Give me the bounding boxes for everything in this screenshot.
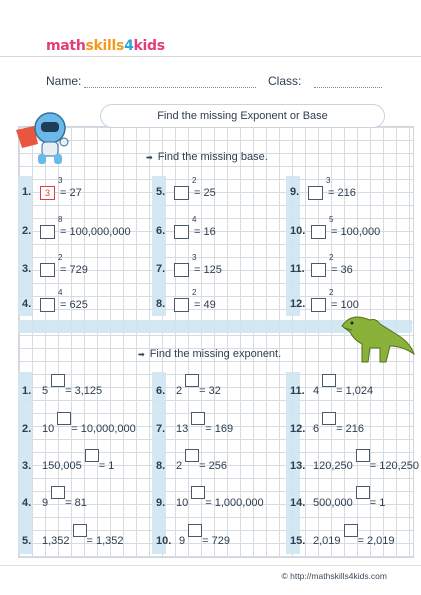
result: = 125 xyxy=(194,264,222,276)
answer-box[interactable] xyxy=(311,263,326,277)
exponent: 2 xyxy=(192,176,197,185)
answer-box[interactable] xyxy=(40,225,55,239)
exponent: 2 xyxy=(329,253,334,262)
base-value: 120,250 xyxy=(313,460,353,472)
problem-number: 12. xyxy=(290,298,306,310)
result: = 1 xyxy=(98,460,115,472)
exponent: 3 xyxy=(192,253,197,262)
result: = 100,000 xyxy=(331,226,381,238)
answer-box[interactable] xyxy=(40,263,55,277)
answer-box[interactable] xyxy=(185,449,199,462)
answer-box[interactable] xyxy=(174,263,189,277)
astronaut-kid-illustration xyxy=(12,108,80,170)
problem-number: 1. xyxy=(22,186,32,198)
footer-divider xyxy=(0,565,421,566)
base-value: 2,019 xyxy=(313,535,341,547)
answer-box[interactable] xyxy=(356,449,370,462)
answer-box[interactable] xyxy=(40,298,55,312)
arrow-icon: ➡ xyxy=(138,350,145,359)
base-value: 9 xyxy=(42,497,49,509)
result: = 1,024 xyxy=(336,385,374,397)
problem-number: 3. xyxy=(22,460,32,472)
result: = 100 xyxy=(331,299,359,311)
footer-credit: © http://mathskills4kids.com xyxy=(281,571,387,581)
base-value: 5 xyxy=(42,385,49,397)
answer-box[interactable]: 3 xyxy=(40,186,55,200)
answer-box[interactable] xyxy=(311,225,326,239)
problem-number: 14. xyxy=(290,497,306,509)
result: = 625 xyxy=(60,299,88,311)
logo-part-4: 4 xyxy=(124,38,134,54)
result: = 1,352 xyxy=(86,535,124,547)
result: = 216 xyxy=(328,187,356,199)
answer-box[interactable] xyxy=(344,524,358,537)
problem-number: 7. xyxy=(156,263,166,275)
answer-box[interactable] xyxy=(174,298,189,312)
answer-box[interactable] xyxy=(85,449,99,462)
logo-part-math: math xyxy=(46,38,86,54)
problem-number: 8. xyxy=(156,460,166,472)
arrow-icon: ➡ xyxy=(146,153,153,162)
problem-number: 11. xyxy=(290,385,305,397)
answer-box[interactable] xyxy=(57,412,71,425)
worksheet-title-banner: Find the missing Exponent or Base xyxy=(100,104,385,128)
base-value: 13 xyxy=(176,423,189,435)
exponent: 2 xyxy=(58,253,63,262)
exponent: 4 xyxy=(58,288,63,297)
result: = 81 xyxy=(65,497,87,509)
answer-box[interactable] xyxy=(185,374,199,387)
base-value: 9 xyxy=(179,535,186,547)
base-value: 500,000 xyxy=(313,497,353,509)
result: = 100,000,000 xyxy=(60,226,131,238)
name-field[interactable] xyxy=(84,87,256,88)
name-label: Name: xyxy=(46,74,82,88)
result: = 169 xyxy=(205,423,234,435)
base-value: 6 xyxy=(313,423,320,435)
result: = 216 xyxy=(336,423,364,435)
problem-number: 10. xyxy=(156,535,172,547)
base-value: 10 xyxy=(42,423,55,435)
answer-box[interactable] xyxy=(322,374,336,387)
exponent: 8 xyxy=(58,215,63,224)
base-value: 10 xyxy=(176,497,189,509)
answer-box[interactable] xyxy=(191,486,205,499)
problem-number: 5. xyxy=(22,535,32,547)
result: = 49 xyxy=(194,299,216,311)
problem-number: 9. xyxy=(156,497,166,509)
base-value: 2 xyxy=(176,460,183,472)
exponent: 2 xyxy=(329,288,334,297)
problem-number: 7. xyxy=(156,423,166,435)
exponent: 5 xyxy=(329,215,334,224)
section-title-text: Find the missing base. xyxy=(157,151,268,163)
exponent: 4 xyxy=(192,215,197,224)
header-divider xyxy=(0,56,421,57)
answer-box[interactable] xyxy=(73,524,87,537)
result: = 729 xyxy=(60,264,88,276)
exponent: 3 xyxy=(326,176,331,185)
exponent: 3 xyxy=(58,176,63,185)
result: = 729 xyxy=(202,535,230,547)
result: = 16 xyxy=(194,226,216,238)
result: = 10,000,000 xyxy=(71,423,136,435)
base-value: 150,005 xyxy=(42,460,82,472)
result: = 2,019 xyxy=(357,535,395,547)
result: = 256 xyxy=(199,460,227,472)
section-title-text: Find the missing exponent. xyxy=(149,348,282,360)
problem-number: 9. xyxy=(290,186,300,198)
problem-number: 4. xyxy=(22,298,32,310)
answer-box[interactable] xyxy=(356,486,370,499)
result: = 36 xyxy=(331,264,353,276)
problem-number: 15. xyxy=(290,535,306,547)
answer-box[interactable] xyxy=(308,186,323,200)
answer-box[interactable] xyxy=(51,486,65,499)
dinosaur-illustration xyxy=(336,306,416,364)
answer-box[interactable] xyxy=(51,374,65,387)
problem-number: 3. xyxy=(22,263,32,275)
problem-number: 12. xyxy=(290,423,306,435)
logo-part-kids: kids xyxy=(133,38,165,54)
problem-number: 13. xyxy=(290,460,306,472)
section-title-missing-base xyxy=(146,151,268,163)
problem-number: 4. xyxy=(22,497,32,509)
answer-box[interactable] xyxy=(174,225,189,239)
result: = 1 xyxy=(369,497,386,509)
base-value: 4 xyxy=(313,385,320,397)
result: = 27 xyxy=(60,187,82,199)
answer-box[interactable] xyxy=(188,524,202,537)
answer-box[interactable] xyxy=(191,412,205,425)
base-value: 2 xyxy=(176,385,183,397)
result: = 1,000,000 xyxy=(205,497,264,509)
problem-number: 2. xyxy=(22,225,32,237)
answer-box[interactable] xyxy=(311,298,326,312)
answer-box[interactable] xyxy=(322,412,336,425)
problem-number: 8. xyxy=(156,298,166,310)
class-field[interactable] xyxy=(314,87,382,88)
problem-number: 5. xyxy=(156,186,166,198)
class-label: Class: xyxy=(268,74,302,88)
exponent: 2 xyxy=(192,288,197,297)
problem-number: 6. xyxy=(156,385,166,397)
problem-number: 10. xyxy=(290,225,306,237)
problem-number: 1. xyxy=(22,385,32,397)
result: = 25 xyxy=(194,187,216,199)
problem-number: 11. xyxy=(290,263,305,275)
result: = 120,250 xyxy=(369,460,420,472)
problem-number: 6. xyxy=(156,225,166,237)
answer-box[interactable] xyxy=(174,186,189,200)
logo-part-skills: skills xyxy=(85,38,125,54)
result: = 32 xyxy=(199,385,221,397)
site-logo xyxy=(46,38,165,54)
section-title-missing-exponent xyxy=(138,348,281,360)
base-value: 1,352 xyxy=(42,535,70,547)
result: = 3,125 xyxy=(65,385,103,397)
problem-number: 2. xyxy=(22,423,32,435)
